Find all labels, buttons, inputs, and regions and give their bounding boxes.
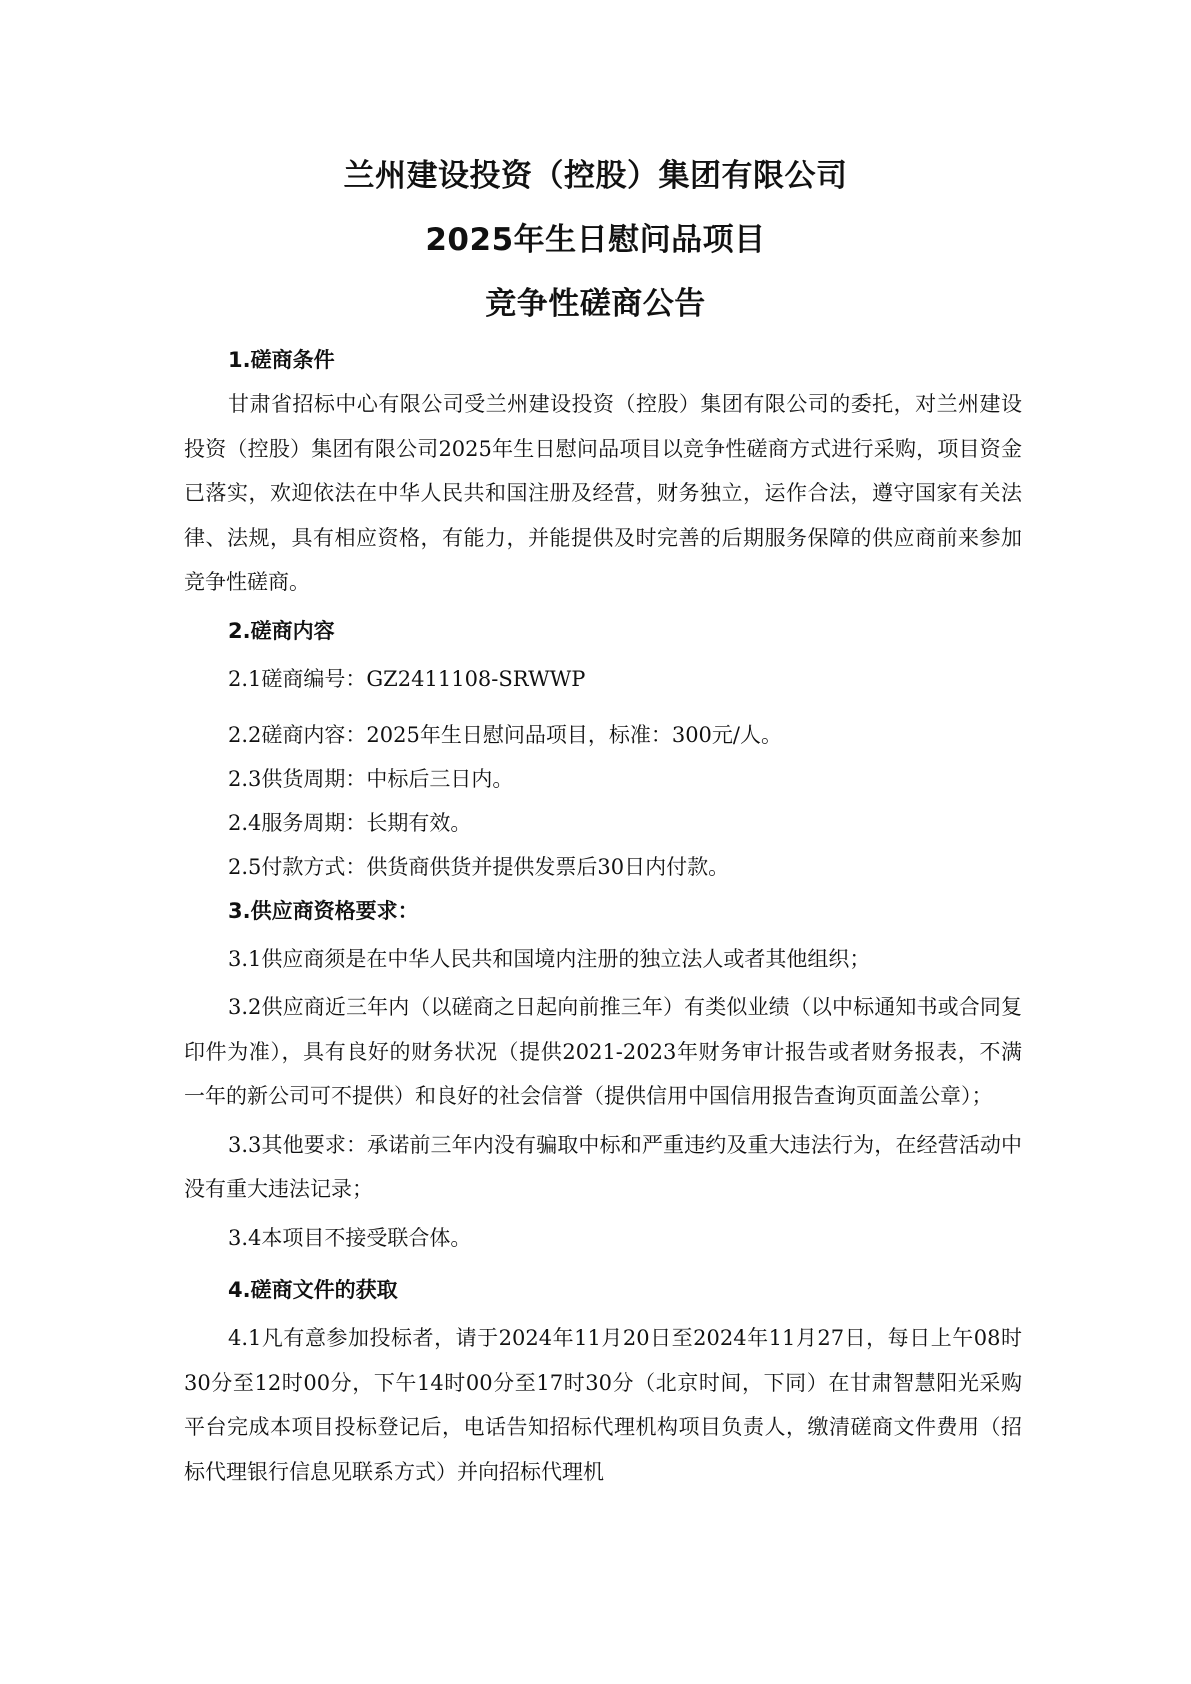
section-heading: 1.磋商条件: [228, 348, 335, 372]
list-item: 3.1供应商须是在中华人民共和国境内注册的独立法人或者其他组织；: [228, 946, 871, 971]
list-item: 3.4本项目不接受联合体。: [228, 1225, 472, 1250]
list-item: 2.3供货周期：中标后三日内。: [228, 766, 514, 791]
section-heading: 3.供应商资格要求：: [228, 898, 419, 923]
list-item: 2.4服务周期：长期有效。: [228, 810, 472, 835]
list-item: 3.3其他要求：承诺前三年内没有骗取中标和严重违约及重大违法行为，在经营活动中没有重大违法记录；: [184, 1132, 1022, 1201]
section-negotiation-conditions: [184, 338, 1022, 605]
section-paragraph: 甘肃省招标中心有限公司受兰州建设投资（控股）集团有限公司的委托，对兰州建设投资（控股）集团有限公司2025年生日慰问品项目以竞争性磋商方式进行采购，项目资金已落实，欢迎依法在中华人民共和国注册及经营，财务独立，运作合法，遵守国家有关法律、法规，具有相应资格，有能力，并能提供及时完善的后期服务保障的供应商前来参加竞争性磋商。: [184, 392, 1022, 594]
list-item: 2.2磋商内容：2025年生日慰问品项目，标准：300元/人。: [228, 722, 782, 747]
list-item: 4.1凡有意参加投标者，请于2024年11月20日至2024年11月27日，每日上午08时30分至12时00分，下午14时00分至17时30分（北京时间，下同）在甘肃智慧阳光采购平台完成本项目投标登记后，电话告知招标代理机构项目负责人，缴清磋商文件费用（招标代理银行信息见联系方式）并向招标代理机: [184, 1326, 1022, 1484]
document-title-org: 兰州建设投资（控股）集团有限公司: [343, 158, 848, 194]
section-document-acquisition: [184, 1268, 1022, 1494]
section-heading: 4.磋商文件的获取: [228, 1278, 398, 1302]
section-heading: 2.磋商内容: [228, 618, 335, 643]
section-negotiation-content: [184, 609, 1022, 889]
document-title-type: 竞争性磋商公告: [485, 286, 706, 322]
section-supplier-qualifications: [184, 889, 1022, 1261]
document-body: [184, 338, 1022, 1494]
list-item: 2.1磋商编号：GZ2411108-SRWWP: [228, 666, 586, 691]
document-title-project: 2025年生日慰问品项目: [425, 222, 766, 258]
list-item: 3.2供应商近三年内（以磋商之日起向前推三年）有类似业绩（以中标通知书或合同复印件为准），具有良好的财务状况（提供2021-2023年财务审计报告或者财务报表，不满一年的新公司可不提供）和良好的社会信誉（提供信用中国信用报告查询页面盖公章）；: [184, 995, 1022, 1108]
list-item: 2.5付款方式：供货商供货并提供发票后30日内付款。: [228, 854, 730, 879]
